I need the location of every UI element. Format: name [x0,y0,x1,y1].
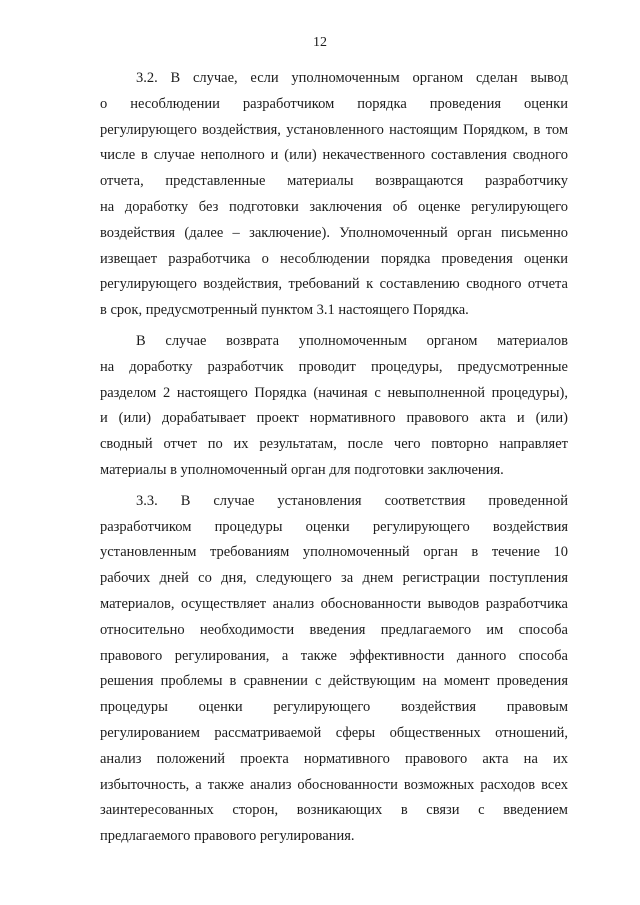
text-line: регулирующего воздействия, установленного настоящим Порядком, в том [100,121,568,138]
text-line: регулирующего воздействия, требований к составлению сводного отчета [100,276,568,293]
text-line: материалов, осуществляет анализ обоснованности выводов разработчика [100,595,568,612]
text-line: о несоблюдении разработчиком порядка проведения оценки [100,95,568,112]
text-line: разработчиком процедуры оценки регулирующего воздействия [100,518,568,535]
text-line: относительно необходимости введения предлагаемого им способа [100,621,568,638]
text-line: 3.2. В случае, если уполномоченным органом сделан вывод [136,70,568,86]
text-line: сводный отчет по их результатам, после чего повторно направляет [100,436,568,453]
text-line: отчета, представленные материалы возвращаются разработчику [100,173,568,190]
text-line: предлагаемого правового регулирования. [100,828,355,845]
text-line: процедуры оценки регулирующего воздействия правовым [100,699,568,716]
text-line: рабочих дней со дня, следующего за днем регистрации поступления [100,570,568,587]
text-line: В случае возврата уполномоченным органом материалов [136,332,568,349]
text-line: заинтересованных сторон, возникающих в связи с введением [100,802,568,819]
text-line: извещает разработчика о несоблюдении порядка проведения оценки [100,250,568,267]
text-line: воздействия (далее – заключение). Уполномоченный орган письменно [100,224,568,241]
text-line: числе в случае неполного и (или) некачественного составления сводного [100,147,568,164]
document-body [100,66,568,855]
text-line: анализ положений проекта нормативного правового акта на их [100,750,568,767]
paragraph-3-2 [100,66,568,324]
text-line: регулированием рассматриваемой сферы общественных отношений, [100,724,568,741]
paragraph-return [100,329,568,484]
text-line: правового регулирования, а также эффективности данного способа [100,647,568,664]
paragraph-3-3 [100,489,568,850]
text-line: решения проблемы в сравнении с действующим на момент проведения [100,673,568,690]
text-line: установленным требованиям уполномоченный орган в течение 10 [100,544,568,561]
page-number: 12 [313,35,327,50]
text-line: разделом 2 настоящего Порядка (начиная с невыполненной процедуры), [100,384,568,401]
text-line: на доработку без подготовки заключения об оценке регулирующего [100,198,568,215]
text-line: 3.3. В случае установления соответствия проведенной [136,492,568,509]
text-line: избыточность, а также анализ обоснованности возможных расходов всех [100,776,568,793]
text-line: материалы в уполномоченный орган для подготовки заключения. [100,461,504,478]
text-line: в срок, предусмотренный пунктом 3.1 настоящего Порядка. [100,302,469,319]
text-line: и (или) дорабатывает проект нормативного правового акта и (или) [100,410,568,427]
text-line: на доработку разработчик проводит процедуры, предусмотренные [100,358,568,375]
